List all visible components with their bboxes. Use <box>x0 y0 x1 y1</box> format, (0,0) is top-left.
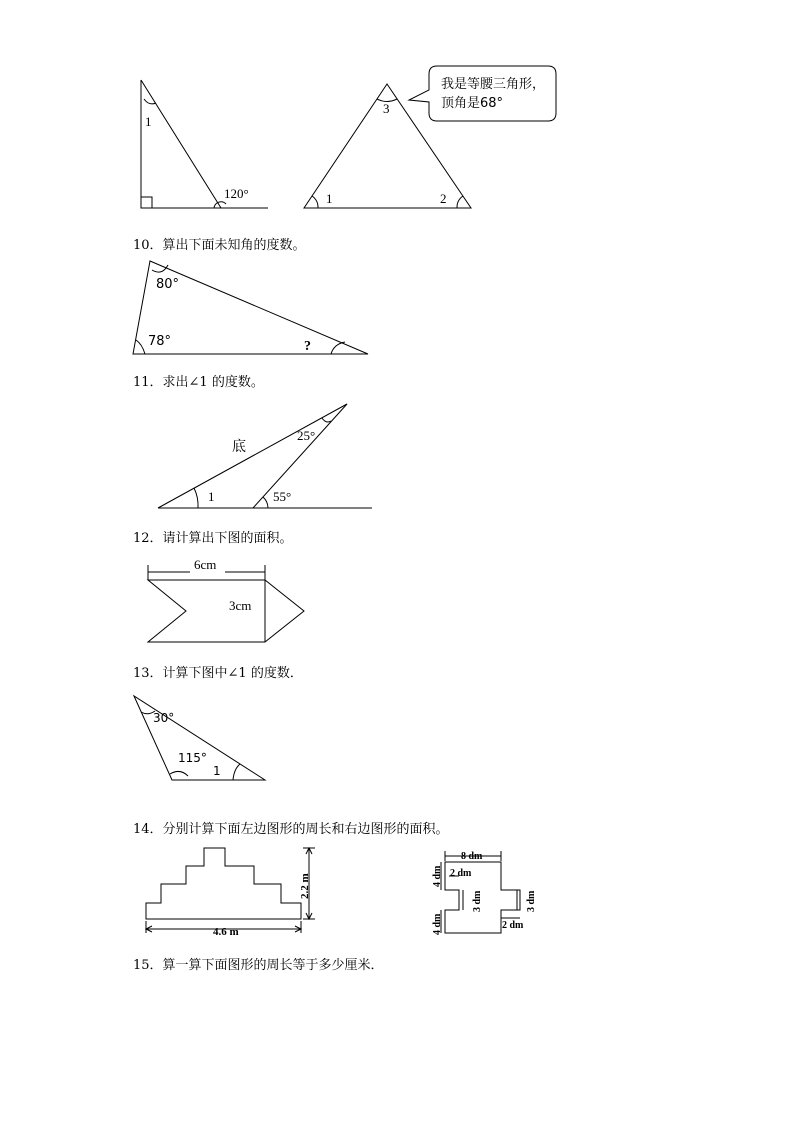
question-11-prompt: 11．求出∠1 的度数。 <box>133 375 264 390</box>
right-triangle-figure <box>141 80 268 208</box>
q11-triangle-figure <box>158 404 372 508</box>
question-12-prompt: 12．请计算出下图的面积。 <box>133 531 293 546</box>
angle-120-label: 120° <box>224 186 249 201</box>
bubble-line-2: 顶角是68° <box>441 96 504 111</box>
dim-3dm-left-label: 3 dm <box>472 890 483 912</box>
angle-1-label: 1 <box>208 489 215 504</box>
bubble-line-1: 我是等腰三角形， <box>441 77 546 92</box>
base-angle-1-label: 1 <box>326 191 333 206</box>
width-6cm-label: 6cm <box>194 557 217 572</box>
angle-78-label: 78° <box>148 334 172 349</box>
q12-arrow-figure <box>148 557 304 642</box>
q14-staircase-figure <box>146 848 315 938</box>
height-2-2m-label: 2.2 m <box>299 873 311 899</box>
apex-angle-3-label: 3 <box>383 101 390 116</box>
dim-2dm-top-label: 2 dm <box>450 868 472 879</box>
speech-bubble <box>409 66 556 121</box>
angle-1-label: 1 <box>213 764 221 778</box>
angle-80-label: 80° <box>156 277 180 292</box>
angle-55-label: 55° <box>273 489 292 504</box>
q14-cross-figure <box>432 851 537 935</box>
width-4-6m-label: 4.6 m <box>213 926 239 938</box>
label-base: 底 <box>232 440 246 455</box>
angle-1-label: 1 <box>145 114 152 129</box>
dim-2dm-bottom-label: 2 dm <box>502 920 524 931</box>
dim-4dm-bottom-label: 4 dm <box>432 913 443 935</box>
q13-triangle-figure <box>134 696 265 780</box>
angle-30-label: 30° <box>153 711 175 725</box>
question-13-prompt: 13．计算下图中∠1 的度数． <box>133 666 303 681</box>
angle-115-label: 115° <box>178 751 207 765</box>
question-14-prompt: 14．分别计算下面左边图形的周长和右边图形的面积。 <box>133 822 449 837</box>
base-angle-2-label: 2 <box>440 191 447 206</box>
dim-3dm-right-label: 3 dm <box>526 890 537 912</box>
angle-25-label: 25° <box>297 428 316 443</box>
question-10-prompt: 10．算出下面未知角的度数。 <box>133 238 306 253</box>
question-15-prompt: 15．算一算下面图形的周长等于多少厘米． <box>133 958 384 973</box>
height-3cm-label: 3cm <box>229 598 252 613</box>
dim-8dm-label: 8 dm <box>461 851 483 862</box>
q10-triangle-figure <box>133 261 368 354</box>
dim-4dm-top-label: 4 dm <box>432 865 443 887</box>
unknown-angle-label: ? <box>304 339 311 354</box>
